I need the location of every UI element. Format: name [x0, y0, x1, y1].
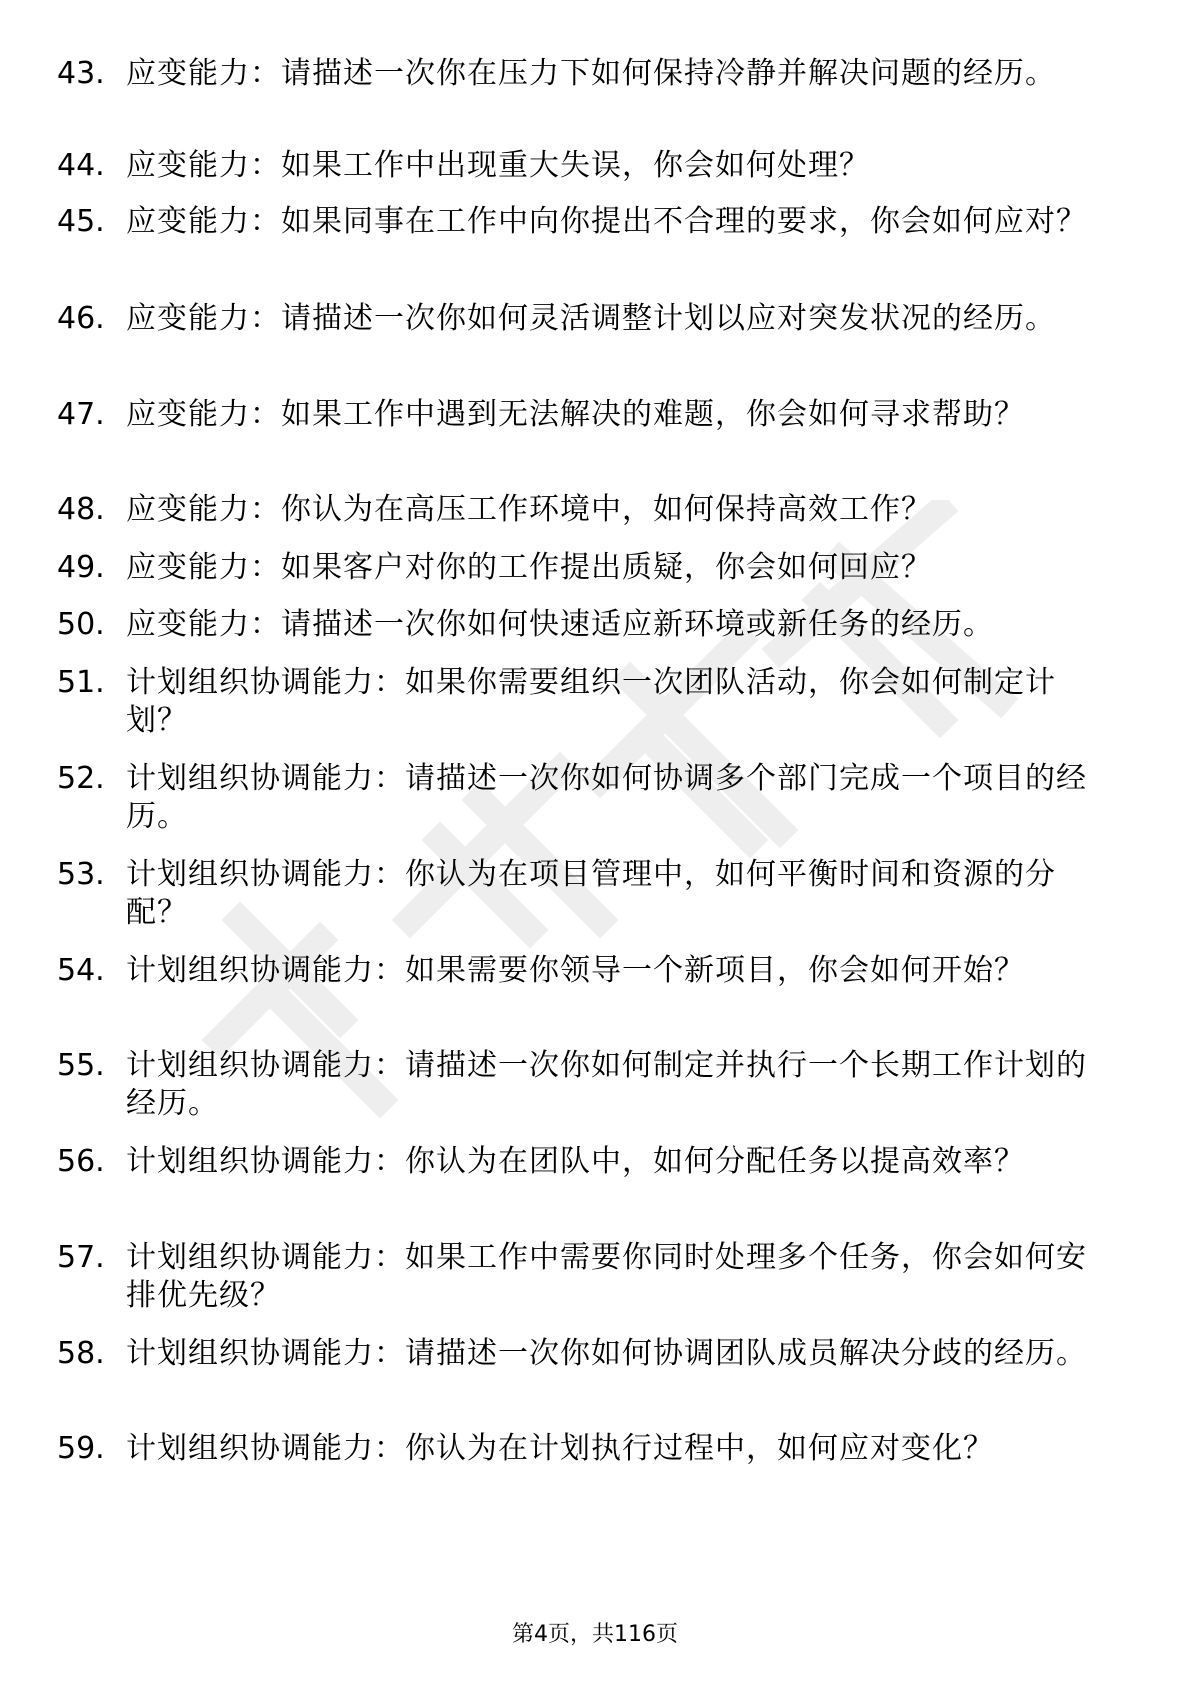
question-text: 计划组织协调能力：你认为在团队中，如何分配任务以提高效率？	[126, 1144, 1025, 1179]
question-text: 应变能力：如果客户对你的工作提出质疑，你会如何回应？	[126, 550, 932, 585]
question-number: 43.	[57, 56, 105, 91]
question-number: 50.	[57, 607, 105, 642]
question-number: 59.	[57, 1431, 105, 1466]
question-number: 45.	[57, 204, 105, 239]
question-text: 计划组织协调能力：请描述一次你如何协调多个部门完成一个项目的经历。	[126, 761, 1087, 834]
question-text: 计划组织协调能力：你认为在计划执行过程中，如何应对变化？	[126, 1431, 994, 1466]
question-text: 应变能力：如果同事在工作中向你提出不合理的要求，你会如何应对？	[126, 204, 1087, 239]
question-text: 计划组织协调能力：如果你需要组织一次团队活动，你会如何制定计划？	[126, 665, 1056, 738]
question-number: 56.	[57, 1144, 105, 1179]
question-text: 应变能力：请描述一次你如何灵活调整计划以应对突发状况的经历。	[126, 301, 1056, 336]
question-text: 应变能力：如果工作中遇到无法解决的难题，你会如何寻求帮助？	[126, 397, 1025, 432]
question-text: 计划组织协调能力：如果需要你领导一个新项目，你会如何开始？	[126, 953, 1025, 988]
question-text: 计划组织协调能力：请描述一次你如何协调团队成员解决分歧的经历。	[126, 1336, 1087, 1371]
page-number-footer: 第4页，共116页	[512, 1622, 678, 1647]
question-text: 计划组织协调能力：请描述一次你如何制定并执行一个长期工作计划的经历。	[126, 1048, 1087, 1121]
question-number: 53.	[57, 857, 105, 892]
question-text: 应变能力：你认为在高压工作环境中，如何保持高效工作？	[126, 492, 932, 527]
question-text: 应变能力：请描述一次你如何快速适应新环境或新任务的经历。	[126, 607, 994, 642]
question-number: 52.	[57, 761, 105, 796]
question-number: 44.	[57, 148, 105, 183]
question-number: 46.	[57, 301, 105, 336]
question-number: 47.	[57, 397, 105, 432]
question-number: 58.	[57, 1336, 105, 1371]
question-number: 55.	[57, 1048, 105, 1083]
question-text: 计划组织协调能力：如果工作中需要你同时处理多个任务，你会如何安排优先级？	[126, 1240, 1087, 1313]
question-text: 应变能力：如果工作中出现重大失误，你会如何处理？	[126, 148, 870, 183]
question-number: 57.	[57, 1240, 105, 1275]
question-number: 54.	[57, 953, 105, 988]
question-text: 应变能力：请描述一次你在压力下如何保持冷静并解决问题的经历。	[126, 56, 1056, 91]
question-number: 49.	[57, 550, 105, 585]
question-number: 48.	[57, 492, 105, 527]
question-number: 51.	[57, 665, 105, 700]
question-text: 计划组织协调能力：你认为在项目管理中，如何平衡时间和资源的分配？	[126, 857, 1056, 930]
